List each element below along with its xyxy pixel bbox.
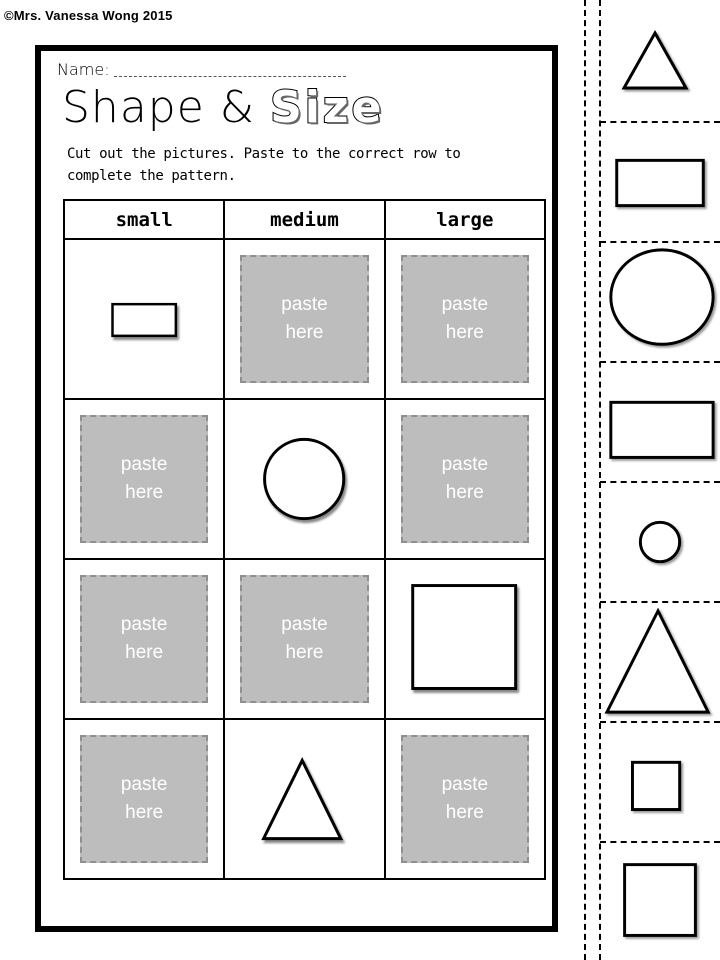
here-label: here (285, 322, 324, 343)
header-row (64, 200, 545, 239)
header-large: large (385, 200, 545, 239)
here-label: here (445, 322, 484, 343)
name-field[interactable] (57, 60, 346, 79)
cutout-circle-large[interactable] (600, 241, 720, 361)
cutout-square-small[interactable] (600, 721, 720, 841)
paste-target[interactable] (80, 735, 208, 863)
title-part-1: Shape & (62, 82, 271, 133)
cell-large-row2[interactable] (385, 399, 545, 559)
here-label: here (445, 482, 484, 503)
paste-target[interactable] (401, 415, 529, 543)
paste-label: paste (281, 614, 328, 635)
here-label: here (125, 482, 164, 503)
triangle-icon (600, 0, 720, 121)
triangle-icon (600, 603, 720, 721)
header-medium: medium (224, 200, 384, 239)
paste-label: paste (120, 454, 168, 475)
square-icon (386, 560, 544, 718)
cell-large-row3 (385, 559, 545, 719)
title-part-2: Size (270, 82, 385, 133)
table-row (64, 559, 545, 719)
paste-target[interactable] (401, 735, 529, 863)
paste-label: paste (120, 774, 168, 795)
cutout-rectangle-medium[interactable] (600, 121, 720, 241)
cell-small-row3[interactable] (64, 559, 224, 719)
page-title (62, 80, 384, 136)
paste-label: paste (281, 294, 328, 315)
cell-medium-row3[interactable] (224, 559, 384, 719)
square-icon (600, 843, 720, 960)
rectangle-icon (600, 123, 720, 241)
cell-medium-row2 (224, 399, 384, 559)
cell-small-row1 (64, 239, 224, 399)
cutout-triangle-small[interactable] (600, 0, 720, 121)
paste-target[interactable] (80, 415, 208, 543)
name-label: Name: (57, 60, 110, 79)
cutout-triangle-large[interactable] (600, 601, 720, 721)
table-row (64, 719, 545, 879)
here-label: here (285, 642, 324, 663)
circle-icon (600, 243, 720, 361)
table-row (64, 399, 545, 559)
triangle-icon (225, 720, 383, 878)
cell-small-row2[interactable] (64, 399, 224, 559)
cell-medium-row1[interactable] (224, 239, 384, 399)
paste-label: paste (441, 294, 489, 315)
cutout-rectangle-large[interactable] (600, 361, 720, 481)
here-label: here (125, 802, 164, 823)
paste-target[interactable] (240, 575, 368, 703)
pattern-table (63, 199, 546, 880)
rectangle-icon (65, 240, 223, 398)
here-label: here (125, 642, 164, 663)
paste-label: paste (120, 614, 168, 635)
paste-target[interactable] (401, 255, 529, 383)
cut-line-left (584, 0, 586, 960)
cell-large-row1[interactable] (385, 239, 545, 399)
instructions-text: Cut out the pictures. Paste to the correct row to complete the pattern. (67, 146, 461, 184)
cell-large-row4[interactable] (385, 719, 545, 879)
here-label: here (445, 802, 484, 823)
table-row (64, 239, 545, 399)
rectangle-icon (600, 363, 720, 481)
paste-label: paste (441, 774, 489, 795)
paste-target[interactable] (80, 575, 208, 703)
cutout-square-medium[interactable] (600, 841, 720, 960)
circle-icon (225, 400, 383, 558)
copyright-text: ©Mrs. Vanessa Wong 2015 (4, 8, 173, 23)
header-small: small (64, 200, 224, 239)
cutout-circle-small[interactable] (600, 481, 720, 601)
cell-small-row4[interactable] (64, 719, 224, 879)
cell-medium-row4 (224, 719, 384, 879)
square-icon (600, 723, 720, 841)
circle-icon (600, 483, 720, 601)
name-blank-line[interactable] (114, 62, 346, 77)
paste-label: paste (441, 454, 489, 475)
paste-target[interactable] (240, 255, 368, 383)
